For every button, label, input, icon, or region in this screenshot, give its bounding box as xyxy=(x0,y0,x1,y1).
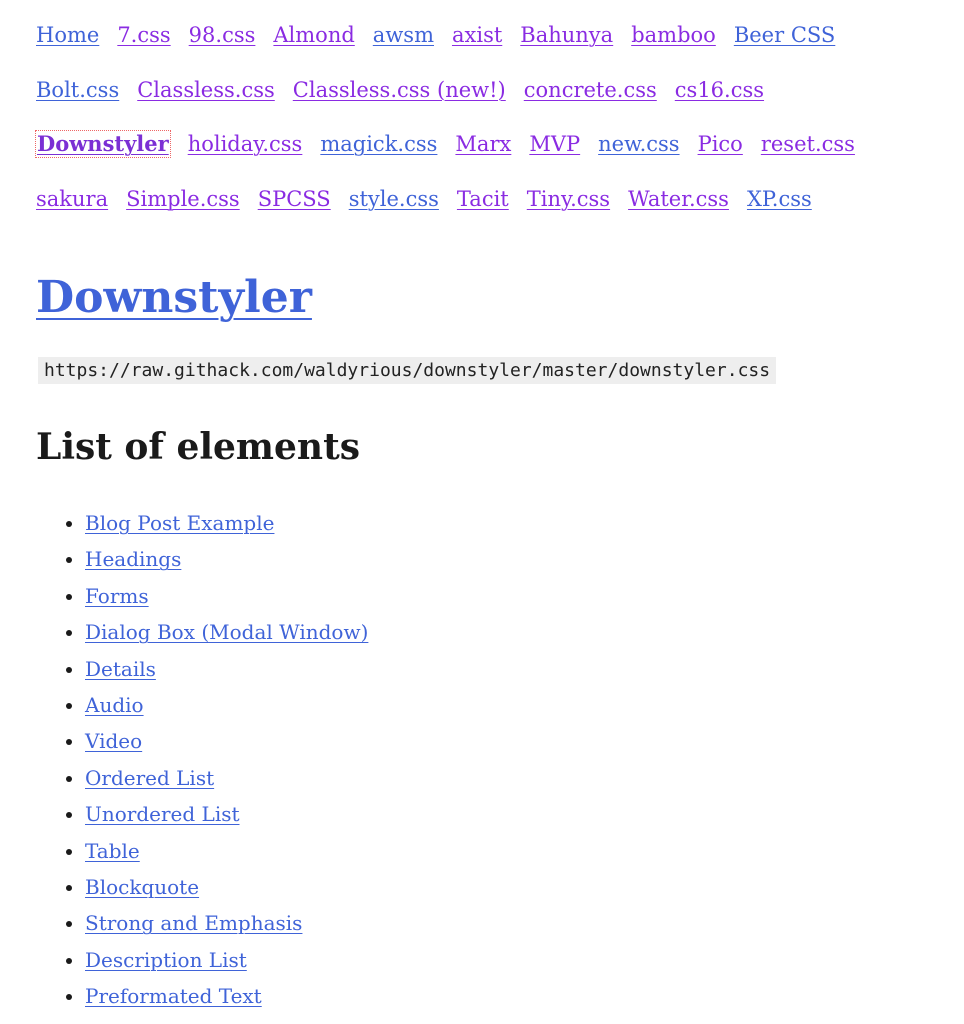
element-link-preformated-text[interactable]: Preformated Text xyxy=(85,984,262,1009)
list-item xyxy=(85,905,928,941)
element-link-blog-post-example[interactable]: Blog Post Example xyxy=(85,510,275,535)
nav-link-spcss[interactable]: SPCSS xyxy=(257,186,331,211)
nav-link-bolt-css[interactable]: Bolt.css xyxy=(36,77,120,102)
nav-link-magick-css[interactable]: magick.css xyxy=(320,132,438,156)
nav-link-bahunya[interactable]: Bahunya xyxy=(520,23,614,47)
list-item xyxy=(85,614,928,650)
element-link-forms[interactable]: Forms xyxy=(85,583,149,608)
nav-link-style-css[interactable]: style.css xyxy=(348,186,439,211)
list-item xyxy=(85,541,928,577)
nav-link-reset-css[interactable]: reset.css xyxy=(760,132,855,156)
list-item xyxy=(85,869,928,905)
list-item xyxy=(85,833,928,869)
element-link-table[interactable]: Table xyxy=(85,838,140,863)
nav-link-xp-css[interactable]: XP.css xyxy=(746,186,812,211)
element-link-details[interactable]: Details xyxy=(85,656,156,681)
element-link-video[interactable]: Video xyxy=(85,729,143,754)
nav-link-home[interactable]: Home xyxy=(36,23,100,47)
element-link-headings[interactable]: Headings xyxy=(85,547,182,572)
nav-link-7-css[interactable]: 7.css xyxy=(117,23,171,47)
element-link-dialog-box-modal-window[interactable]: Dialog Box (Modal Window) xyxy=(85,620,369,645)
nav-link-classless-css[interactable]: Classless.css xyxy=(137,77,275,102)
list-item xyxy=(85,651,928,687)
nav-link-cs16-css[interactable]: cs16.css xyxy=(674,77,765,102)
element-link-unordered-list[interactable]: Unordered List xyxy=(85,802,240,827)
nav-link-mvp[interactable]: MVP xyxy=(529,132,581,156)
page-title xyxy=(36,272,928,325)
list-item xyxy=(85,942,928,978)
page-title-link[interactable]: Downstyler xyxy=(36,272,312,323)
nav-link-simple-css[interactable]: Simple.css xyxy=(126,186,240,211)
nav-link-new-css[interactable]: new.css xyxy=(598,132,680,156)
list-item xyxy=(85,723,928,759)
list-item xyxy=(85,687,928,723)
nav-link-axist[interactable]: axist xyxy=(451,23,503,47)
nav-link-tacit[interactable]: Tacit xyxy=(456,186,509,211)
nav-link-bamboo[interactable]: bamboo xyxy=(631,23,716,47)
nav-link-beer-css[interactable]: Beer CSS xyxy=(733,23,836,47)
element-link-audio[interactable]: Audio xyxy=(85,693,144,718)
element-link-blockquote[interactable]: Blockquote xyxy=(85,875,200,900)
nav-link-concrete-css[interactable]: concrete.css xyxy=(523,77,657,102)
nav-link-sakura[interactable]: sakura xyxy=(36,186,109,211)
list-item xyxy=(85,978,928,1014)
nav-link-classless-css-new[interactable]: Classless.css (new!) xyxy=(292,77,506,102)
elements-list xyxy=(36,505,928,1015)
element-link-description-list[interactable]: Description List xyxy=(85,947,247,972)
nav-link-water-css[interactable]: Water.css xyxy=(628,186,729,211)
nav-link-holiday-css[interactable]: holiday.css xyxy=(187,132,303,156)
list-item xyxy=(85,760,928,796)
nav-link-downstyler[interactable]: Downstyler xyxy=(37,131,169,157)
nav-link-almond[interactable]: Almond xyxy=(273,23,355,47)
section-heading: List of elements xyxy=(36,425,360,468)
nav-link-awsm[interactable]: awsm xyxy=(372,23,434,47)
nav-link-marx[interactable]: Marx xyxy=(455,132,512,156)
list-item xyxy=(85,796,928,832)
nav-link-tiny-css[interactable]: Tiny.css xyxy=(526,186,611,211)
nav-link-pico[interactable]: Pico xyxy=(697,132,743,156)
element-link-strong-and-emphasis[interactable]: Strong and Emphasis xyxy=(85,911,303,936)
element-link-ordered-list[interactable]: Ordered List xyxy=(85,765,215,790)
list-item xyxy=(85,578,928,614)
nav-link-98-css[interactable]: 98.css xyxy=(188,23,256,47)
list-item xyxy=(85,505,928,541)
stylesheet-nav xyxy=(36,0,928,226)
stylesheet-url: https://raw.githack.com/waldyrious/downstyler/master/downstyler.css xyxy=(38,357,776,384)
